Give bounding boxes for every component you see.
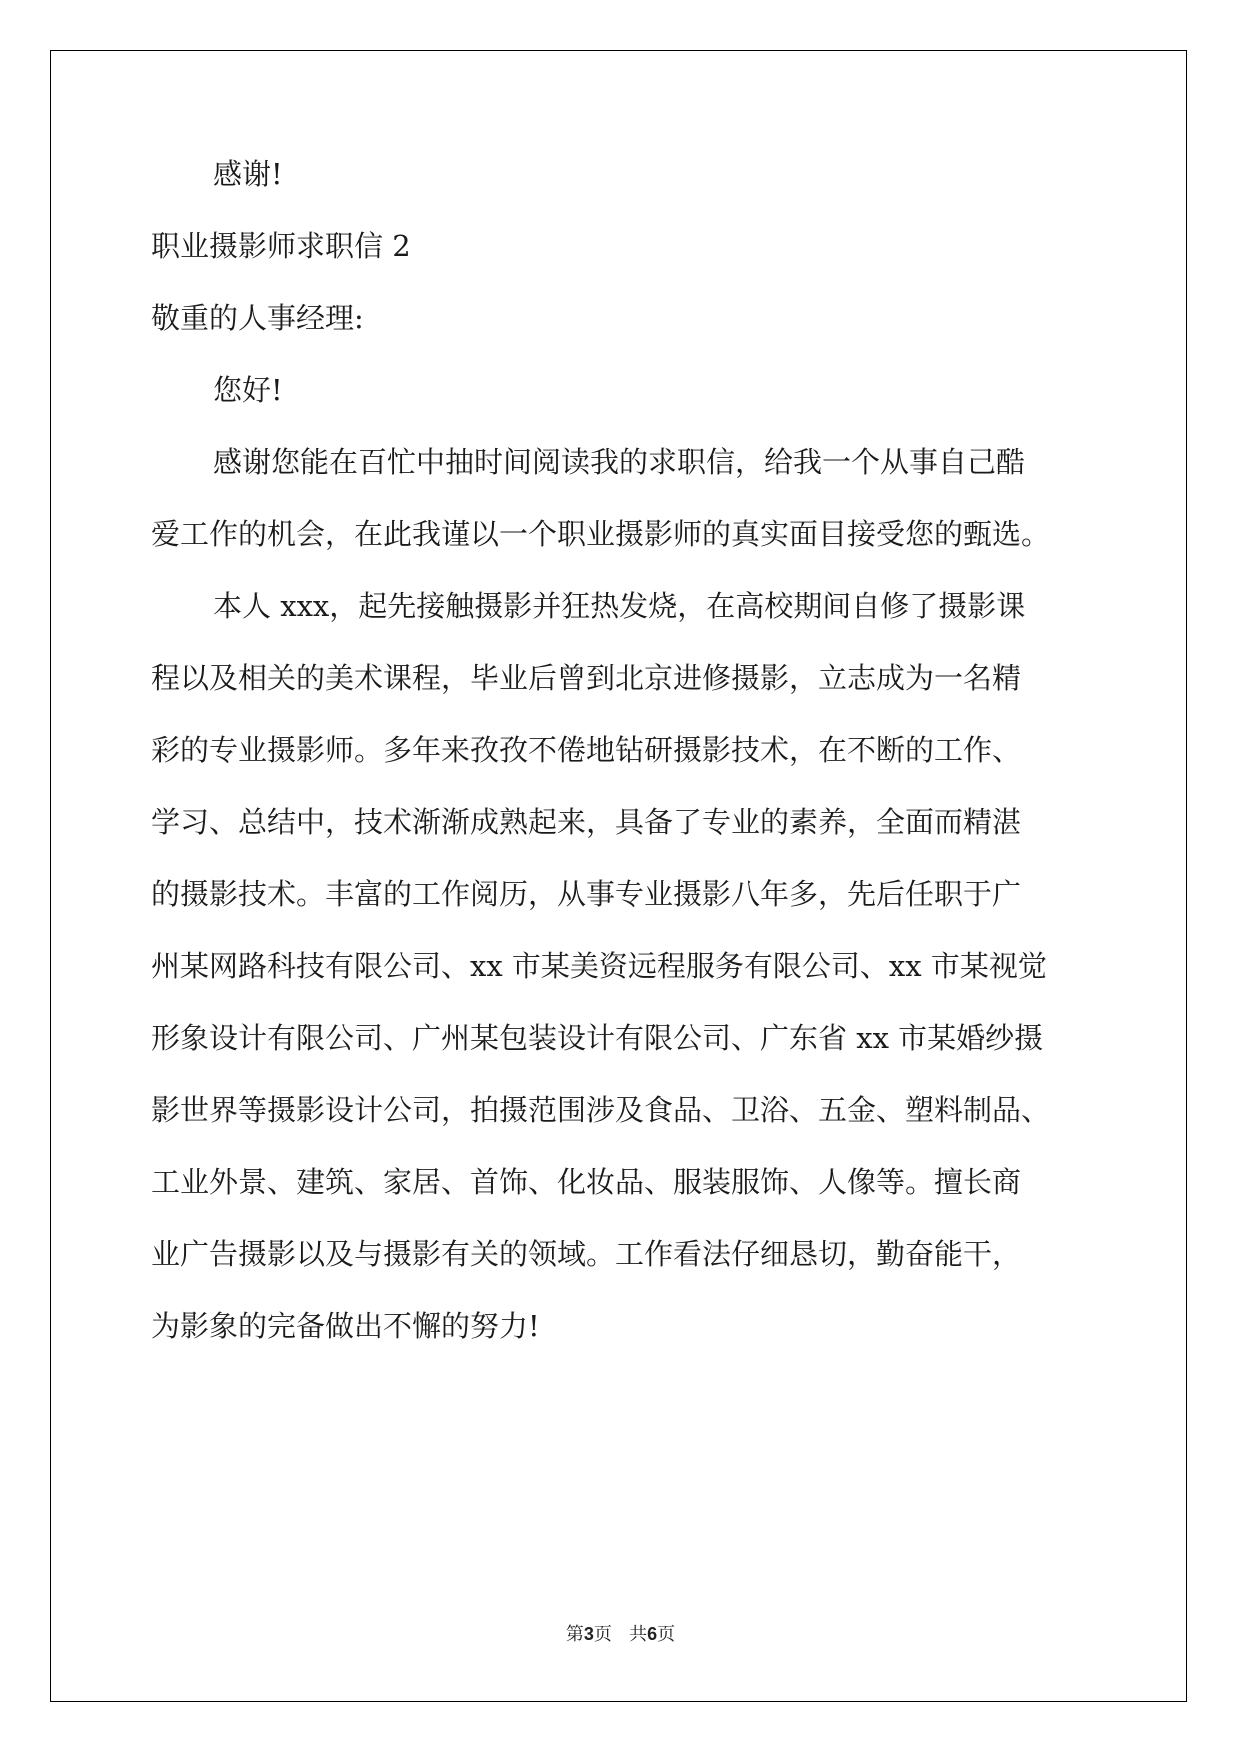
paragraph-line: 本人 xxx，起先接触摄影并狂热发烧，在高校期间自修了摄影课 [213,589,1026,623]
page-prefix: 第 [565,1624,584,1645]
paragraph-line: 形象设计有限公司、广州某包装设计有限公司、广东省 xx 市某婚纱摄 [151,1021,1044,1055]
paragraph-line: 业广告摄影以及与摄影有关的领域。工作看法仔细恳切，勤奋能干， [151,1237,1022,1271]
paragraph-line: 工业外景、建筑、家居、首饰、化妆品、服装服饰、人像等。擅长商 [151,1165,1022,1199]
closing-thanks: 感谢! [213,157,283,191]
paragraph-line: 感谢您能在百忙中抽时间阅读我的求职信，给我一个从事自己酷 [213,445,1026,479]
total-pages-number: 6 [647,1624,658,1644]
current-page-number: 3 [583,1624,594,1644]
page-suffix: 页 [593,1624,612,1645]
total-suffix: 页 [657,1624,676,1645]
greeting: 您好! [213,373,283,407]
page-footer [0,1620,1241,1646]
section-title: 职业摄影师求职信 2 [151,229,411,263]
paragraph-line: 的摄影技术。丰富的工作阅历，从事专业摄影八年多，先后任职于广 [151,877,1022,911]
paragraph-line: 爱工作的机会，在此我谨以一个职业摄影师的真实面目接受您的甄选。 [151,517,1051,551]
paragraph-line: 为影象的完备做出不懈的努力! [151,1309,540,1343]
salutation: 敬重的人事经理: [151,301,364,335]
paragraph-line: 影世界等摄影设计公司，拍摄范围涉及食品、卫浴、五金、塑料制品、 [151,1093,1051,1127]
paragraph-line: 学习、总结中，技术渐渐成熟起来，具备了专业的素养，全面而精湛 [151,805,1022,839]
paragraph-line: 程以及相关的美术课程，毕业后曾到北京进修摄影，立志成为一名精 [151,661,1022,695]
paragraph-line: 州某网路科技有限公司、xx 市某美资远程服务有限公司、xx 市某视觉 [151,949,1047,983]
total-prefix: 共 [629,1624,648,1645]
paragraph-line: 彩的专业摄影师。多年来孜孜不倦地钻研摄影技术，在不断的工作、 [151,733,1022,767]
